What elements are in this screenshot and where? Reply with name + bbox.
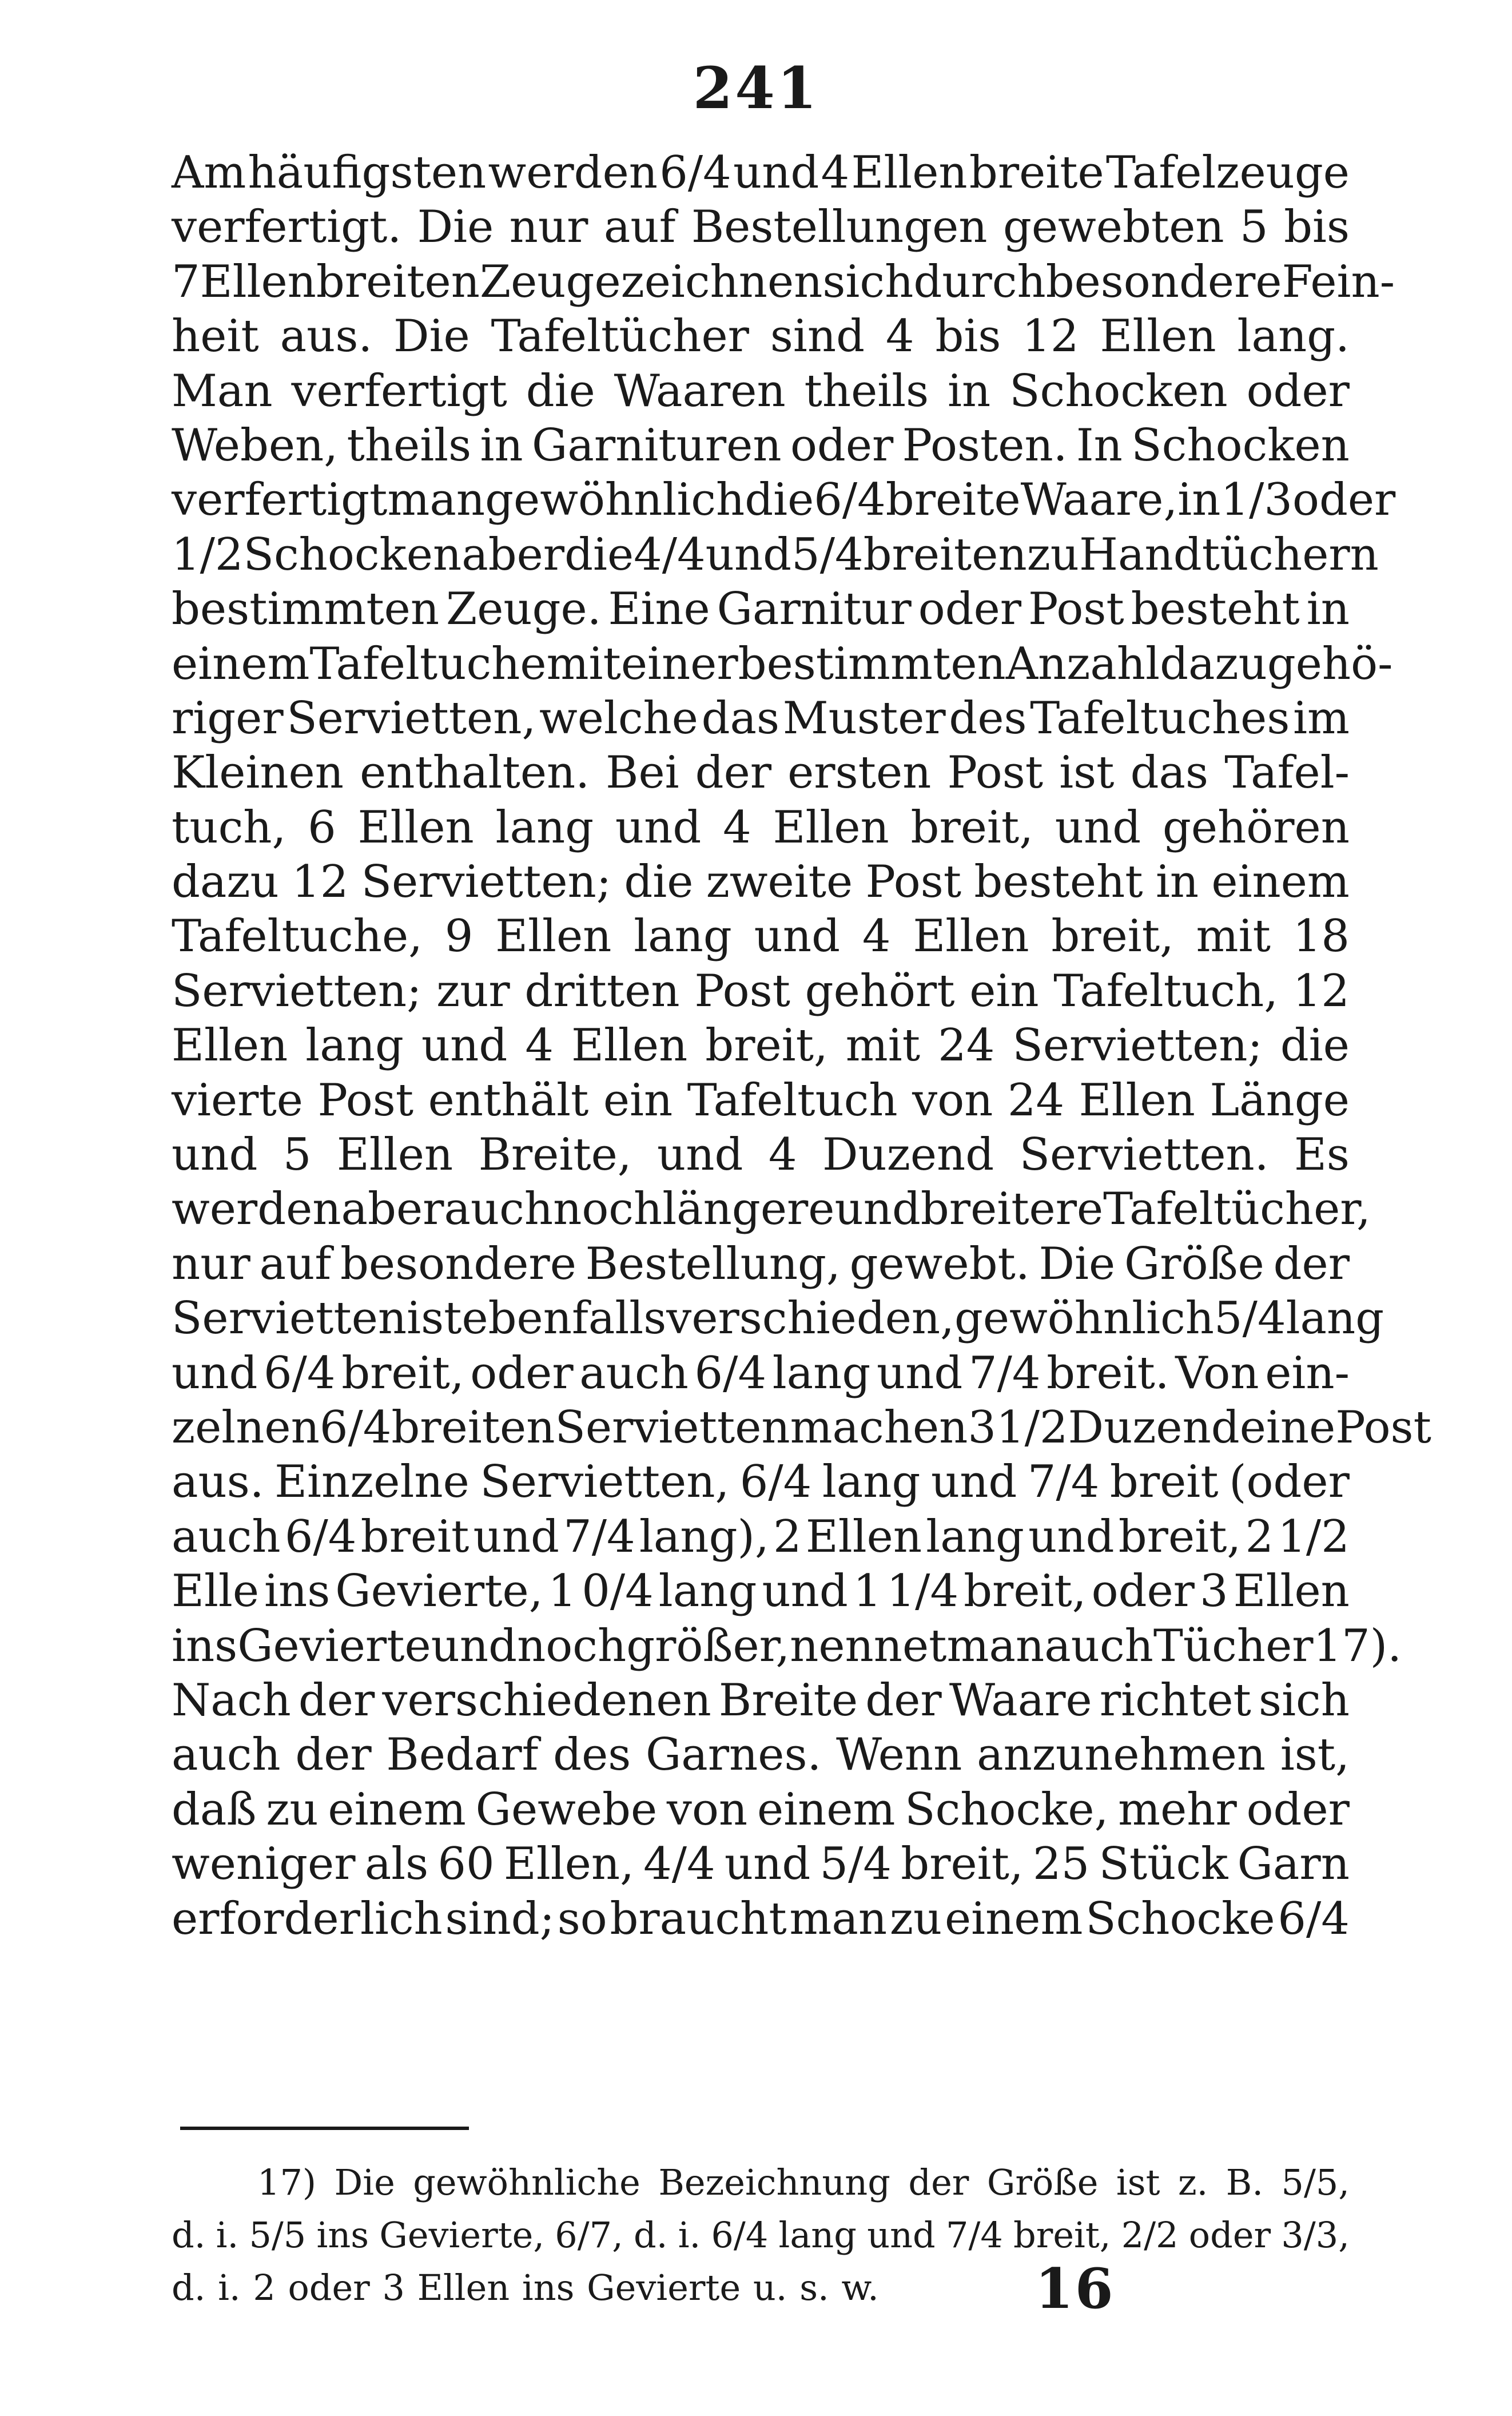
text-line: 1/2 Schocken aber die 4/4 und 5/4 breiten zu Handtüchern xyxy=(172,528,1379,581)
text-line: auch 6/4 breit und 7/4 lang), 2 Ellen lang und breit, 2 1/2 xyxy=(172,1511,1350,1563)
text-line: Tafeltuche, 9 Ellen lang und 4 Ellen breit, mit 18 xyxy=(172,911,1350,963)
text-line: zelnen 6/4 breiten Servietten machen 3 1/2 Duzend eine Post xyxy=(172,1401,1431,1453)
text-line: Ellen lang und 4 Ellen breit, mit 24 Servietten; die xyxy=(172,1020,1350,1072)
footnote-line: d. i. 2 oder 3 Ellen ins Gevierte u. s. w. xyxy=(172,2267,879,2308)
text-line: Weben, theils in Garnituren oder Posten. In Schocken xyxy=(172,419,1350,471)
text-line: verfertigt man gewöhnlich die 6/4 breite Waare, in 1/3 oder xyxy=(172,474,1396,526)
text-line: heit aus. Die Tafeltücher sind 4 bis 12 Ellen lang. xyxy=(172,311,1350,363)
page-number: 241 xyxy=(693,54,819,122)
main-text-block xyxy=(172,146,1431,1946)
footnote-separator xyxy=(180,2127,469,2130)
text-line: Servietten ist ebenfalls verschieden, gewöhnlich 5/4 lang xyxy=(172,1293,1384,1345)
text-line: bestimmten Zeuge. Eine Garnitur oder Post besteht in xyxy=(172,583,1350,635)
text-line: einem Tafeltuche mit einer bestimmten Anzahl dazu gehö- xyxy=(172,638,1393,690)
signature-mark: 16 xyxy=(1035,2256,1115,2321)
text-line: werden aber auch noch längere und breitere Tafeltücher, xyxy=(172,1183,1371,1235)
text-line: weniger als 60 Ellen, 4/4 und 5/4 breit, 25 Stück Garn xyxy=(172,1838,1350,1890)
footnote-line: 17) Die gewöhnliche Bezeichnung der Größe ist z. B. 5/5, xyxy=(257,2161,1350,2203)
text-line: Am häufigsten werden 6/4 und 4 Ellen breite Tafelzeuge xyxy=(172,147,1350,198)
text-line: tuch, 6 Ellen lang und 4 Ellen breit, und gehören xyxy=(172,801,1350,853)
text-line: und 6/4 breit, oder auch 6/4 lang und 7/4 breit. Von ein- xyxy=(172,1347,1350,1399)
text-line: Servietten; zur dritten Post gehört ein Tafeltuch, 12 xyxy=(172,965,1350,1017)
text-line: auch der Bedarf des Garnes. Wenn anzunehmen ist, xyxy=(172,1729,1350,1781)
text-line: Nach der verschiedenen Breite der Waare richtet sich xyxy=(172,1674,1350,1726)
text-line: verfertigt. Die nur auf Bestellungen gewebten 5 bis xyxy=(172,201,1350,253)
text-line: 7 Ellen breiten Zeuge zeichnen sich durch besondere Fein- xyxy=(172,256,1395,308)
text-line: ins Gevierte und noch größer, nennet man auch Tücher 17). xyxy=(172,1620,1402,1672)
text-line: erforderlich sind; so braucht man zu einem Schocke 6/4 xyxy=(172,1893,1350,1945)
text-line: aus. Einzelne Servietten, 6/4 lang und 7/4 breit (oder xyxy=(172,1456,1350,1508)
text-line: Elle ins Gevierte, 1 0/4 lang und 1 1/4 breit, oder 3 Ellen xyxy=(172,1565,1350,1618)
text-line: dazu 12 Servietten; die zweite Post besteht in einem xyxy=(172,856,1350,908)
footnote-block xyxy=(172,2156,1350,2314)
text-line: riger Servietten, welche das Muster des Tafeltuches im xyxy=(172,692,1350,744)
text-line: Kleinen enthalten. Bei der ersten Post ist das Tafel- xyxy=(172,747,1350,799)
text-line: daß zu einem Gewebe von einem Schocke, mehr oder xyxy=(172,1783,1350,1835)
text-line: nur auf besondere Bestellung, gewebt. Die Größe der xyxy=(172,1238,1350,1290)
footnote-line: d. i. 5/5 ins Gevierte, 6/7, d. i. 6/4 lang und 7/4 breit, 2/2 oder 3/3, xyxy=(172,2214,1350,2256)
text-line: vierte Post enthält ein Tafeltuch von 24 Ellen Länge xyxy=(172,1074,1350,1126)
text-line: und 5 Ellen Breite, und 4 Duzend Servietten. Es xyxy=(172,1129,1350,1181)
text-line: Man verfertigt die Waaren theils in Schocken oder xyxy=(172,365,1350,417)
